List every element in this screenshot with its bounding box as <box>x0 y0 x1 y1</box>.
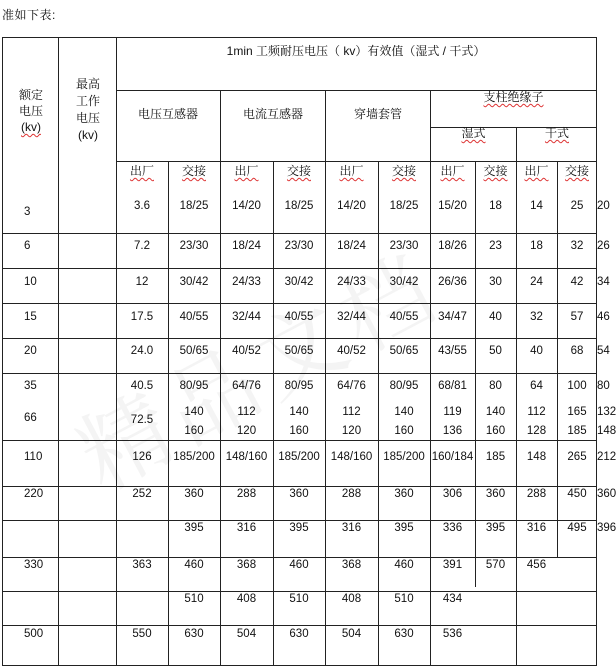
header-rated-voltage <box>4 87 58 135</box>
table-cell: 23/30 <box>179 240 209 252</box>
table-cell: 148 <box>597 425 616 437</box>
table-cell: 132 <box>597 406 616 418</box>
table-cell: 50 <box>489 345 502 357</box>
table-cell: 18 <box>489 200 502 212</box>
table-cell: 460 <box>184 559 204 571</box>
table-cell: 395 <box>184 522 204 534</box>
header-vt: 电压互感器 <box>137 107 198 121</box>
subheader-3: 交接 <box>286 164 311 178</box>
header-dry: 干式 <box>544 126 569 140</box>
table-cell: 30 <box>489 276 502 288</box>
table-cell: 64/76 <box>337 380 366 392</box>
subheader-7: 交接 <box>483 164 508 178</box>
table-cell: 64 <box>530 380 543 392</box>
table-cell: 6 <box>24 240 31 252</box>
table-cell: 165 <box>567 406 587 418</box>
table-cell: 18/24 <box>337 240 366 252</box>
intro-text: 准如下表: <box>2 8 56 22</box>
table-cell: 160 <box>184 425 204 437</box>
subheader-4: 出厂 <box>339 164 364 178</box>
table-cell: 288 <box>236 488 257 500</box>
table-cell: 30/42 <box>179 276 209 288</box>
table-cell: 32/44 <box>232 311 261 323</box>
table-cell: 306 <box>442 488 463 500</box>
table-cell: 25 <box>570 200 584 212</box>
table-cell: 68 <box>570 345 584 357</box>
table-cell: 460 <box>289 559 309 571</box>
table-cell: 630 <box>184 628 204 640</box>
table-cell: 40/55 <box>284 311 314 323</box>
table-cell: 23 <box>489 240 502 252</box>
table-cell: 395 <box>289 522 309 534</box>
table-cell: 550 <box>132 628 152 640</box>
table-cell: 24.0 <box>130 345 154 357</box>
subheader-8: 出厂 <box>524 164 549 178</box>
header-max-voltage-line2: 工作 <box>75 94 100 108</box>
table-cell: 35 <box>24 380 37 392</box>
table-cell: 40 <box>530 345 543 357</box>
table-cell: 30/42 <box>284 276 314 288</box>
table-cell: 57 <box>570 311 584 323</box>
table-cell: 20 <box>597 200 610 212</box>
table-cell: 504 <box>236 628 257 640</box>
table-cell: 148/160 <box>330 451 373 463</box>
table-cell: 220 <box>24 488 44 500</box>
table-cell: 100 <box>567 380 587 392</box>
table-cell: 185 <box>567 425 587 437</box>
table-cell: 510 <box>184 593 204 605</box>
table-cell: 536 <box>442 628 463 640</box>
table-cell: 40/55 <box>389 311 419 323</box>
table-cell: 363 <box>132 559 152 571</box>
table-cell: 360 <box>597 488 616 500</box>
table-cell: 18/25 <box>389 200 419 212</box>
table-cell: 570 <box>485 559 506 571</box>
table-cell: 212 <box>597 451 616 463</box>
table-cell: 360 <box>184 488 204 500</box>
table-cell: 15/20 <box>438 200 467 212</box>
table-cell: 50/65 <box>389 345 419 357</box>
table-cell: 120 <box>236 425 257 437</box>
table-cell: 24/33 <box>232 276 261 288</box>
table-cell: 17.5 <box>130 311 154 323</box>
table-cell: 18 <box>530 240 543 252</box>
table-cell: 185/200 <box>278 451 320 463</box>
table-cell: 185/200 <box>173 451 215 463</box>
table-cell: 46 <box>597 311 610 323</box>
table-cell: 316 <box>236 522 257 534</box>
table-cell: 18/25 <box>179 200 209 212</box>
header-rated-voltage-line2: 电压 <box>18 104 43 118</box>
table-cell: 54 <box>597 345 610 357</box>
table-cell: 64/76 <box>232 380 261 392</box>
table-cell: 316 <box>341 522 362 534</box>
table-cell: 160/184 <box>431 451 474 463</box>
subheader-2: 出厂 <box>234 164 259 178</box>
table-cell: 24 <box>530 276 543 288</box>
subheader-5: 交接 <box>391 164 416 178</box>
table-cell: 3 <box>24 206 31 218</box>
header-wet: 湿式 <box>461 126 486 140</box>
table-cell: 40.5 <box>130 380 154 392</box>
table-cell: 160 <box>289 425 309 437</box>
table-cell: 20 <box>24 345 37 357</box>
table-cell: 40/52 <box>232 345 261 357</box>
table-cell: 112 <box>527 406 546 418</box>
table-cell: 128 <box>526 425 547 437</box>
table-cell: 395 <box>394 522 414 534</box>
table-cell: 110 <box>24 451 43 463</box>
table-cell: 18/24 <box>232 240 261 252</box>
table-cell: 456 <box>526 559 547 571</box>
table-cell: 148/160 <box>225 451 268 463</box>
table-cell: 288 <box>341 488 362 500</box>
table-cell: 40 <box>489 311 502 323</box>
table-cell: 112 <box>237 406 256 418</box>
subheader-1: 交接 <box>181 164 206 178</box>
table-cell: 185/200 <box>383 451 425 463</box>
table-cell: 395 <box>485 522 506 534</box>
subheader-9: 交接 <box>564 164 589 178</box>
table-cell: 368 <box>341 559 362 571</box>
header-max-voltage-line1: 最高 <box>75 77 100 91</box>
table-cell: 136 <box>442 425 463 437</box>
table-cell: 24/33 <box>337 276 366 288</box>
table-cell: 14/20 <box>337 200 366 212</box>
table-cell: 43/55 <box>438 345 467 357</box>
table-cell: 10 <box>24 276 37 288</box>
table-cell: 12 <box>135 276 149 288</box>
table-cell: 140 <box>184 406 204 418</box>
table-cell: 80 <box>597 380 610 392</box>
table-cell: 510 <box>289 593 309 605</box>
table-cell: 360 <box>394 488 414 500</box>
table-cell: 450 <box>567 488 587 500</box>
header-max-voltage <box>60 76 116 144</box>
table-cell: 34/47 <box>438 311 467 323</box>
table-cell: 50/65 <box>179 345 209 357</box>
header-max-voltage-line3: 电压 <box>75 111 100 125</box>
table-cell: 14/20 <box>232 200 261 212</box>
table-cell: 120 <box>341 425 362 437</box>
table-cell: 316 <box>526 522 547 534</box>
table-cell: 34 <box>597 276 610 288</box>
table-cell: 495 <box>567 522 587 534</box>
table-cell: 630 <box>394 628 414 640</box>
table-cell: 126 <box>132 451 152 463</box>
header-bushing: 穿墙套管 <box>353 107 402 121</box>
table-cell: 504 <box>341 628 362 640</box>
table-cell: 434 <box>442 593 463 605</box>
table-cell: 15 <box>24 311 37 323</box>
table-cell: 30/42 <box>389 276 419 288</box>
table-cell: 14 <box>530 200 543 212</box>
table-cell: 288 <box>526 488 547 500</box>
table-cell: 360 <box>485 488 506 500</box>
header-insulator: 支柱绝缘子 <box>483 90 544 104</box>
table-cell: 265 <box>567 451 587 463</box>
table-cell: 510 <box>394 593 414 605</box>
table-cell: 368 <box>236 559 257 571</box>
table-cell: 408 <box>341 593 362 605</box>
table-cell: 112 <box>342 406 361 418</box>
table-cell: 42 <box>570 276 584 288</box>
table-cell: 23/30 <box>389 240 419 252</box>
table-cell: 500 <box>24 628 44 640</box>
table-cell: 80/95 <box>389 380 419 392</box>
header-rated-voltage-unit: (kv) <box>21 120 41 134</box>
table-cell: 40/52 <box>337 345 366 357</box>
table-cell: 80 <box>489 380 502 392</box>
table-cell: 119 <box>443 406 462 418</box>
table-cell: 148 <box>526 451 547 463</box>
table-cell: 32 <box>570 240 584 252</box>
header-main-title: 1min 工频耐压电压（ kv）有效值（湿式 / 干式） <box>226 44 486 58</box>
table-cell: 23/30 <box>284 240 314 252</box>
table-cell: 630 <box>289 628 309 640</box>
table-cell: 140 <box>485 406 506 418</box>
table-cell: 360 <box>289 488 309 500</box>
table-cell: 26 <box>597 240 610 252</box>
table-cell: 160 <box>485 425 506 437</box>
table-cell: 140 <box>289 406 309 418</box>
table-cell: 18/26 <box>438 240 467 252</box>
table-cell: 140 <box>394 406 414 418</box>
table-cell: 252 <box>132 488 152 500</box>
header-max-voltage-unit: (kv) <box>78 128 98 142</box>
subheader-0: 出厂 <box>129 164 154 178</box>
table-cell: 40/55 <box>179 311 209 323</box>
table-cell: 330 <box>24 559 44 571</box>
table-cell: 7.2 <box>134 240 150 252</box>
table-cell: 66 <box>24 412 37 424</box>
table-cell: 80/95 <box>284 380 314 392</box>
table-cell: 185 <box>485 451 506 463</box>
table-cell: 72.5 <box>130 414 154 426</box>
table-cell: 50/65 <box>284 345 314 357</box>
table-cell: 160 <box>394 425 414 437</box>
table-cell: 396 <box>597 522 616 534</box>
table-cell: 32/44 <box>337 311 366 323</box>
table-cell: 18/25 <box>284 200 314 212</box>
header-rated-voltage-line1: 额定 <box>18 88 43 102</box>
table-cell: 408 <box>236 593 257 605</box>
table-cell: 3.6 <box>134 200 150 212</box>
table-cell: 391 <box>442 559 463 571</box>
table-cell: 68/81 <box>438 380 467 392</box>
table-cell: 460 <box>394 559 414 571</box>
table-cell: 80/95 <box>179 380 209 392</box>
subheader-6: 出厂 <box>440 164 465 178</box>
header-ct: 电流互感器 <box>242 107 303 121</box>
table-cell: 26/36 <box>438 276 467 288</box>
table-cell: 32 <box>530 311 543 323</box>
table-cell: 336 <box>442 522 463 534</box>
